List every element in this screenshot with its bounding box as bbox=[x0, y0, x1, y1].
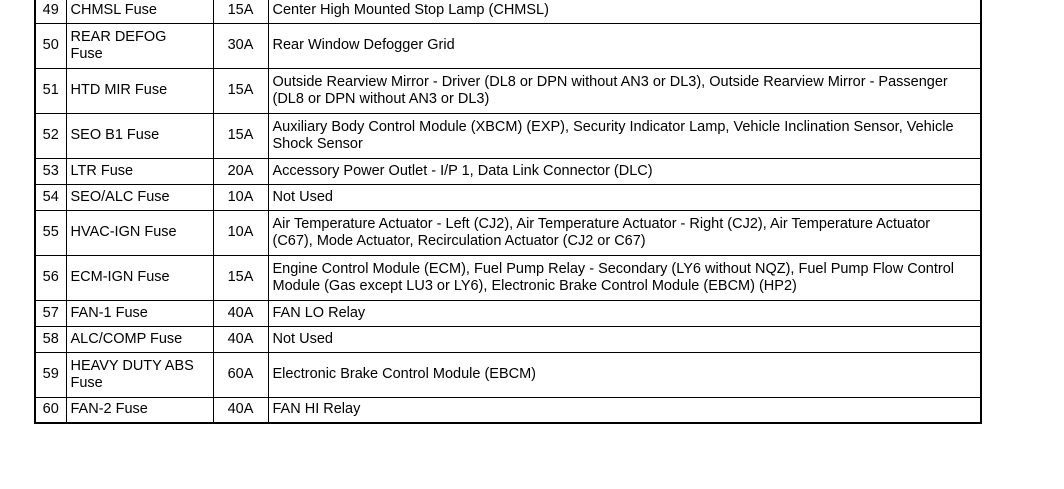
fuse-rating: 20A bbox=[213, 158, 268, 184]
table-row bbox=[35, 255, 981, 300]
fuse-rating: 10A bbox=[213, 210, 268, 255]
fuse-name: REAR DEFOG Fuse bbox=[66, 23, 213, 68]
fuse-number: 52 bbox=[35, 113, 66, 158]
fuse-description: Center High Mounted Stop Lamp (CHMSL) bbox=[268, 0, 981, 23]
fuse-name: FAN-2 Fuse bbox=[66, 397, 213, 423]
table-row bbox=[35, 23, 981, 68]
fuse-description: Outside Rearview Mirror - Driver (DL8 or DPN without AN3 or DL3), Outside Rearview Mirror - Passenger (DL8 or DPN without AN3 or DL3) bbox=[268, 68, 981, 113]
fuse-number: 54 bbox=[35, 184, 66, 210]
table-row bbox=[35, 0, 981, 23]
fuse-rating: 15A bbox=[213, 0, 268, 23]
table-row bbox=[35, 210, 981, 255]
fuse-number: 58 bbox=[35, 326, 66, 352]
fuse-description: FAN HI Relay bbox=[268, 397, 981, 423]
fuse-rating: 15A bbox=[213, 68, 268, 113]
table-row bbox=[35, 184, 981, 210]
fuse-name: SEO B1 Fuse bbox=[66, 113, 213, 158]
fuse-rating: 15A bbox=[213, 255, 268, 300]
table-row bbox=[35, 397, 981, 423]
fuse-rating: 10A bbox=[213, 184, 268, 210]
fuse-name: HTD MIR Fuse bbox=[66, 68, 213, 113]
fuse-description: Rear Window Defogger Grid bbox=[268, 23, 981, 68]
fuse-name: SEO/ALC Fuse bbox=[66, 184, 213, 210]
fuse-number: 59 bbox=[35, 352, 66, 397]
fuse-rating: 15A bbox=[213, 113, 268, 158]
fuse-description: Electronic Brake Control Module (EBCM) bbox=[268, 352, 981, 397]
fuse-name: FAN-1 Fuse bbox=[66, 300, 213, 326]
fuse-name: ECM-IGN Fuse bbox=[66, 255, 213, 300]
table-row bbox=[35, 68, 981, 113]
fuse-description: Engine Control Module (ECM), Fuel Pump Relay - Secondary (LY6 without NQZ), Fuel Pump Flow Control Module (Gas except LU3 or LY6), Electronic Brake Control Module (EBCM) (HP2) bbox=[268, 255, 981, 300]
fuse-name: CHMSL Fuse bbox=[66, 0, 213, 23]
fuse-description: FAN LO Relay bbox=[268, 300, 981, 326]
fuse-name: LTR Fuse bbox=[66, 158, 213, 184]
fuse-number: 50 bbox=[35, 23, 66, 68]
fuse-number: 49 bbox=[35, 0, 66, 23]
fuse-rating: 40A bbox=[213, 397, 268, 423]
fuse-name: HEAVY DUTY ABS Fuse bbox=[66, 352, 213, 397]
table-row bbox=[35, 158, 981, 184]
table-row bbox=[35, 113, 981, 158]
fuse-number: 60 bbox=[35, 397, 66, 423]
fuse-description: Accessory Power Outlet - I/P 1, Data Link Connector (DLC) bbox=[268, 158, 981, 184]
fuse-description: Not Used bbox=[268, 184, 981, 210]
fuse-description: Not Used bbox=[268, 326, 981, 352]
fuse-description: Auxiliary Body Control Module (XBCM) (EXP), Security Indicator Lamp, Vehicle Inclination Sensor, Vehicle Shock Sensor bbox=[268, 113, 981, 158]
table-row bbox=[35, 326, 981, 352]
fuse-rating: 60A bbox=[213, 352, 268, 397]
fuse-number: 56 bbox=[35, 255, 66, 300]
fuse-name: HVAC-IGN Fuse bbox=[66, 210, 213, 255]
fuse-number: 57 bbox=[35, 300, 66, 326]
fuse-number: 51 bbox=[35, 68, 66, 113]
fuse-rating: 40A bbox=[213, 300, 268, 326]
table-row bbox=[35, 300, 981, 326]
table-row bbox=[35, 352, 981, 397]
fuse-number: 53 bbox=[35, 158, 66, 184]
fuse-rating: 40A bbox=[213, 326, 268, 352]
fuse-rating: 30A bbox=[213, 23, 268, 68]
fuse-name: ALC/COMP Fuse bbox=[66, 326, 213, 352]
fuse-table-body bbox=[35, 0, 981, 423]
fuse-table bbox=[34, 0, 982, 424]
fuse-description: Air Temperature Actuator - Left (CJ2), Air Temperature Actuator - Right (CJ2), Air Temperature Actuator (C67), Mode Actuator, Recirculation Actuator (CJ2 or C67) bbox=[268, 210, 981, 255]
fuse-number: 55 bbox=[35, 210, 66, 255]
